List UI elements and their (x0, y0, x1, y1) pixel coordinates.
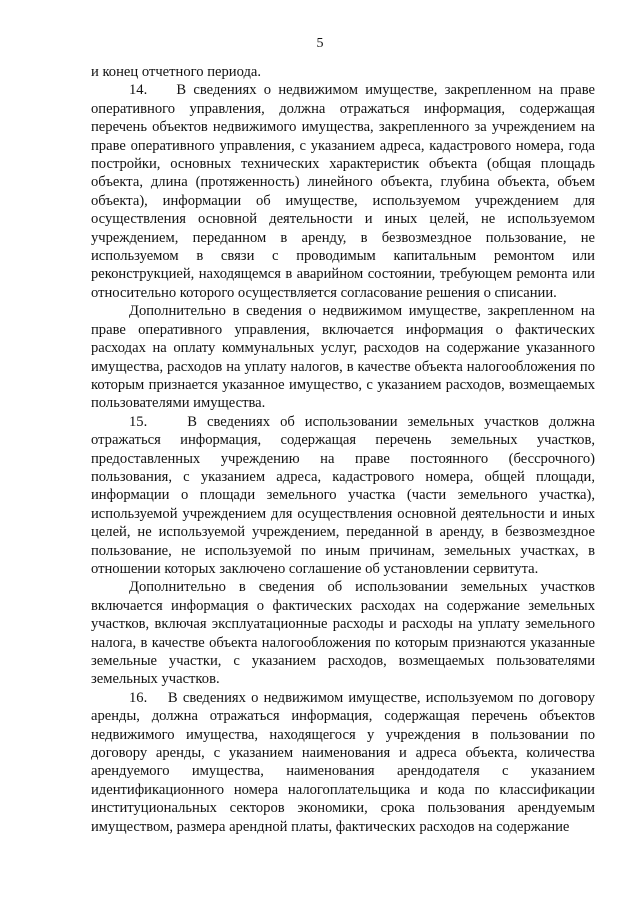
paragraph-item-14: 14. В сведениях о недвижимом имуществе, закрепленном на праве оперативного управления, должна отражаться информация, содержащая перечень объектов недвижимого имущества, закрепленного за учреждением на праве оперативного управления, с указанием адреса, кадастрового номера, года постройки, основных технических характеристик объекта (общая площадь объекта, длина (протяженность) линейного объекта, глубина объекта, объем объекта), информации об имуществе, используемом учреждением для осуществления основной деятельности и иных целей, не используемом учреждением, переданном в аренду, в безвозмездное пользование, не используемом в связи с проводимым капитальным ремонтом или реконструкцией, находящемся в аварийном состоянии, требующем ремонта или относительно которого осуществляется согласование решения о списании. (91, 82, 595, 301)
paragraph-item-15: 15. В сведениях об использовании земельных участков должна отражаться информация, содержащая перечень земельных участков, предоставленных учреждению на праве постоянного (бессрочного) пользования, с указанием адреса, кадастрового номера, общей площади, информации о площади земельного участка (части земельного участка), используемой учреждением для осуществления основной деятельности и иных целей, не используемой учреждением, переданной в аренду, в безвозмездное пользование, не используемой по иным причинам, земельных участках, в отношении которых заключено соглашение об установлении сервитута. (91, 413, 595, 577)
paragraph-item-15-addendum: Дополнительно в сведения об использовании земельных участков включается информация о фактических расходах на содержание земельных участков, включая эксплуатационные расходы и расходы на уплату земельного налога, в качестве объекта налогообложения по которым признаются указанные земельные участки, с указанием расходов, возмещаемых пользователями земельных участков. (91, 579, 595, 688)
paragraph-item-14-addendum: Дополнительно в сведения о недвижимом имуществе, закрепленном на праве оперативного управления, включается информация о фактических расходах на оплату коммунальных услуг, расходов на содержание указанного имущества, расходов на уплату налогов, в качестве объекта налогообложения по которым признается указанное имущество, с указанием расходов, возмещаемых пользователями имущества. (91, 303, 595, 412)
paragraph-continuation: и конец отчетного периода. (91, 64, 262, 80)
paragraph-item-16: 16. В сведениях о недвижимом имуществе, используемом по договору аренды, должна отражаться информация, содержащая перечень объектов недвижимого имущества, находящегося у учреждения в пользовании по договору аренды, с указанием наименования и адреса объекта, количества арендуемого имущества, наименования арендодателя с указанием идентификационного номера налогоплательщика и кода по классификации институциональных секторов экономики, срока пользования арендуемым имуществом, размера арендной платы, фактических расходов на содержание (91, 689, 595, 835)
page-number: 5 (316, 36, 324, 51)
document-body (91, 63, 595, 836)
